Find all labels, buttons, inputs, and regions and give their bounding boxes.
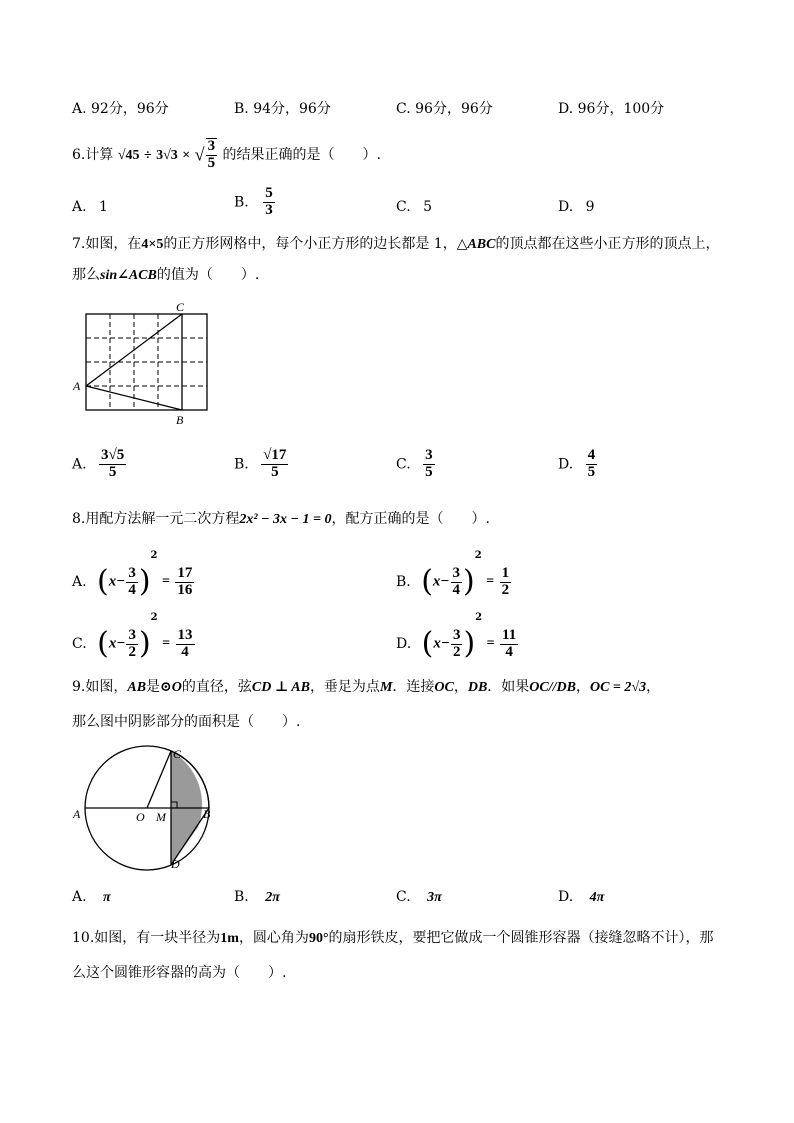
option-text: 5 bbox=[423, 199, 433, 215]
option-label: C. bbox=[396, 889, 411, 905]
option-label: A. bbox=[72, 574, 87, 590]
q9-text: ．连接 bbox=[392, 679, 435, 695]
option-label: B. bbox=[234, 456, 249, 473]
grid-dashed-lines bbox=[86, 314, 207, 410]
option-label: A. bbox=[72, 101, 87, 117]
q7-text: 7.如图，在 bbox=[72, 236, 142, 252]
q10-text: 的扇形铁皮，要把它做成一个圆锥形容器（接缝忽略不计），那 bbox=[328, 930, 714, 946]
q5-option-b[interactable] bbox=[234, 98, 331, 118]
equals: = bbox=[161, 574, 170, 589]
q9-ab: AB bbox=[127, 680, 147, 695]
equals: = bbox=[486, 636, 495, 651]
q7-option-c[interactable] bbox=[396, 448, 436, 481]
option-text: 96分，100分 bbox=[577, 101, 665, 117]
option-text: 92分，96分 bbox=[91, 101, 169, 117]
q8-stem bbox=[72, 508, 490, 528]
option-label: D. bbox=[558, 199, 574, 215]
q5-option-a[interactable] bbox=[72, 98, 169, 118]
option-label: D. bbox=[396, 636, 412, 652]
q8-option-c[interactable]: C. (x− $\frac{3}{2}$ )$^2$ = $\frac{13}{4}$ bbox=[72, 612, 193, 661]
q7-text: 的顶点都在这些小正方形的顶点上， bbox=[495, 236, 720, 252]
option-label: A. bbox=[72, 889, 87, 905]
q9-oc-value: OC = 2√3 bbox=[589, 680, 647, 695]
q7-grid-size: 4×5 bbox=[141, 237, 164, 252]
option-label: C. bbox=[396, 101, 411, 117]
option-label: B. bbox=[234, 194, 249, 211]
option-label: C. bbox=[396, 199, 411, 215]
label-c: C bbox=[173, 747, 182, 761]
option-text: 94分，96分 bbox=[253, 101, 331, 117]
option-fraction: $\frac{3√5}{5}$ bbox=[101, 447, 125, 480]
q5-option-c[interactable] bbox=[396, 98, 493, 118]
q9-stem-line1 bbox=[72, 676, 660, 696]
label-a: A bbox=[73, 379, 81, 393]
option-label: C. bbox=[72, 636, 87, 652]
q10-stem-line2: 么这个圆锥形容器的高为（ ）. bbox=[72, 965, 287, 981]
q9-cd-perp-ab: CD ⊥ AB bbox=[251, 680, 310, 695]
q9-m: M bbox=[379, 680, 393, 695]
q6-option-d[interactable] bbox=[558, 199, 595, 215]
label-b: B bbox=[176, 413, 184, 427]
q6-suffix: 的结果正确的是（ ）. bbox=[222, 146, 381, 163]
label-d: D bbox=[171, 857, 180, 871]
q10-angle: 90° bbox=[308, 931, 329, 946]
label-b: B bbox=[203, 807, 211, 821]
label-c: C bbox=[176, 300, 185, 314]
x-minus: x− bbox=[108, 573, 126, 590]
q7-option-a[interactable] bbox=[72, 448, 127, 481]
option-text: 4π bbox=[589, 890, 605, 905]
option-label: A. bbox=[72, 456, 87, 473]
option-label: B. bbox=[396, 574, 411, 590]
sqrt-sign: √ bbox=[194, 144, 205, 165]
label-a: A bbox=[73, 807, 81, 821]
option-label: B. bbox=[234, 101, 249, 117]
q9-option-d[interactable] bbox=[558, 889, 604, 906]
q8-equation: 2x² − 3x − 1 = 0 bbox=[239, 512, 332, 527]
inner-fraction: $\frac{3}{4}$ bbox=[128, 564, 136, 598]
q9-option-a[interactable] bbox=[72, 889, 111, 906]
exponent: 2 bbox=[474, 550, 482, 561]
q10-text: 10.如图，有一块半径为 bbox=[72, 930, 221, 946]
inner-fraction: $\frac{3}{2}$ bbox=[452, 626, 461, 660]
label-o: O bbox=[136, 810, 145, 824]
option-fraction: $\frac{4}{5}$ bbox=[587, 447, 596, 480]
rhs-fraction: $\frac{1}{2}$ bbox=[501, 564, 510, 598]
equals: = bbox=[486, 574, 495, 589]
option-fraction: $\frac{5}{3}$ bbox=[265, 185, 273, 218]
q6-op2: × bbox=[182, 147, 191, 163]
option-label: C. bbox=[396, 456, 411, 473]
q6-option-b[interactable] bbox=[234, 186, 276, 219]
option-label: B. bbox=[234, 889, 249, 905]
circle-lines bbox=[85, 751, 209, 865]
q7-option-b[interactable] bbox=[234, 448, 289, 481]
option-text: 3π bbox=[427, 890, 442, 905]
q5-option-d[interactable] bbox=[558, 98, 664, 118]
q8-option-b[interactable]: B. (x− $\frac{3}{4}$ )$^2$ = $\frac{1}{2}$ bbox=[396, 550, 510, 599]
q7-text: 的正方形网格中，每个小正方形的边长都是 1， bbox=[163, 236, 457, 252]
q9-text: 是 bbox=[146, 679, 161, 695]
q9-text: ，垂足为点 bbox=[309, 679, 380, 695]
q10-text: ，圆心角为 bbox=[238, 930, 309, 946]
option-text: π bbox=[103, 890, 111, 905]
q6-option-a[interactable] bbox=[72, 199, 108, 215]
q10-radius: 1m bbox=[220, 931, 239, 946]
inner-fraction: $\frac{3}{2}$ bbox=[128, 626, 136, 660]
rhs-fraction: $\frac{17}{16}$ bbox=[177, 564, 193, 598]
option-label: D. bbox=[558, 889, 574, 905]
q9-db: DB bbox=[467, 680, 488, 695]
q9-text: ．如果 bbox=[487, 679, 530, 695]
q9-text: ， bbox=[575, 679, 590, 695]
q9-circle-figure bbox=[70, 744, 220, 876]
option-fraction: $\frac{√17}{5}$ bbox=[263, 447, 287, 480]
rhs-fraction: $\frac{13}{4}$ bbox=[177, 626, 193, 660]
option-label: D. bbox=[558, 101, 574, 117]
q7-grid-figure bbox=[70, 298, 215, 430]
label-m: M bbox=[156, 810, 166, 824]
q6-expr-b: 3√3 bbox=[156, 147, 178, 163]
q9-parallel: OC//DB bbox=[529, 680, 576, 695]
q7-sin-expr: sin∠ACB bbox=[100, 268, 157, 283]
option-text: 1 bbox=[99, 199, 108, 215]
q6-expr-a: √45 bbox=[117, 147, 140, 163]
q9-oc: OC bbox=[434, 680, 454, 695]
exponent: 2 bbox=[150, 612, 158, 623]
equals: = bbox=[162, 636, 171, 651]
inner-fraction: $\frac{3}{4}$ bbox=[452, 564, 461, 598]
option-text: 96分，96分 bbox=[415, 101, 493, 117]
q6-fraction: $\frac{3}{5}$ bbox=[207, 138, 216, 171]
q6-stem bbox=[72, 138, 381, 172]
x-minus: x− bbox=[432, 573, 450, 590]
q9-text: 的直径，弦 bbox=[181, 679, 252, 695]
option-label: D. bbox=[558, 456, 574, 473]
q6-option-c[interactable] bbox=[396, 199, 432, 215]
q7-option-d[interactable] bbox=[558, 448, 598, 481]
q6-op1: ÷ bbox=[143, 147, 152, 163]
exponent: 2 bbox=[150, 550, 158, 561]
q8-text: 8.用配方法解一元二次方程 bbox=[72, 511, 240, 527]
q7-text: 那么 bbox=[72, 267, 100, 283]
q9-text: ， bbox=[646, 679, 661, 695]
q9-text: ， bbox=[453, 679, 468, 695]
q9-text: 9.如图， bbox=[72, 679, 128, 695]
q9-stem-line2: 那么图中阴影部分的面积是（ ）. bbox=[72, 714, 301, 730]
q10-stem-line1 bbox=[72, 927, 714, 947]
q7-stem-line1 bbox=[72, 233, 719, 253]
q7-triangle: △ABC bbox=[456, 237, 496, 252]
q9-option-c[interactable] bbox=[396, 889, 442, 906]
exponent: 2 bbox=[475, 612, 483, 623]
q9-option-b[interactable] bbox=[234, 889, 280, 906]
x-minus: x− bbox=[433, 635, 450, 652]
x-minus: x− bbox=[108, 635, 126, 652]
q6-prefix: 6.计算 bbox=[72, 146, 114, 163]
option-text: 9 bbox=[585, 199, 595, 215]
rhs-fraction: $\frac{11}{4}$ bbox=[502, 626, 517, 660]
option-text: 2π bbox=[265, 890, 280, 905]
q7-stem-line2 bbox=[72, 264, 259, 284]
q7-text: 的值为（ ）. bbox=[156, 267, 260, 283]
q8-option-d[interactable]: D. (x− $\frac{3}{2}$ )$^2$ = $\frac{11}{4}$ bbox=[396, 612, 517, 661]
option-label: A. bbox=[72, 199, 87, 215]
option-fraction: $\frac{3}{5}$ bbox=[425, 447, 433, 480]
q8-text: ，配方正确的是（ ）. bbox=[331, 511, 490, 527]
q8-option-a[interactable]: A. (x− $\frac{3}{4}$ )$^2$ = $\frac{17}{16}$ bbox=[72, 550, 193, 599]
q9-circle: ⊙O bbox=[160, 680, 182, 695]
